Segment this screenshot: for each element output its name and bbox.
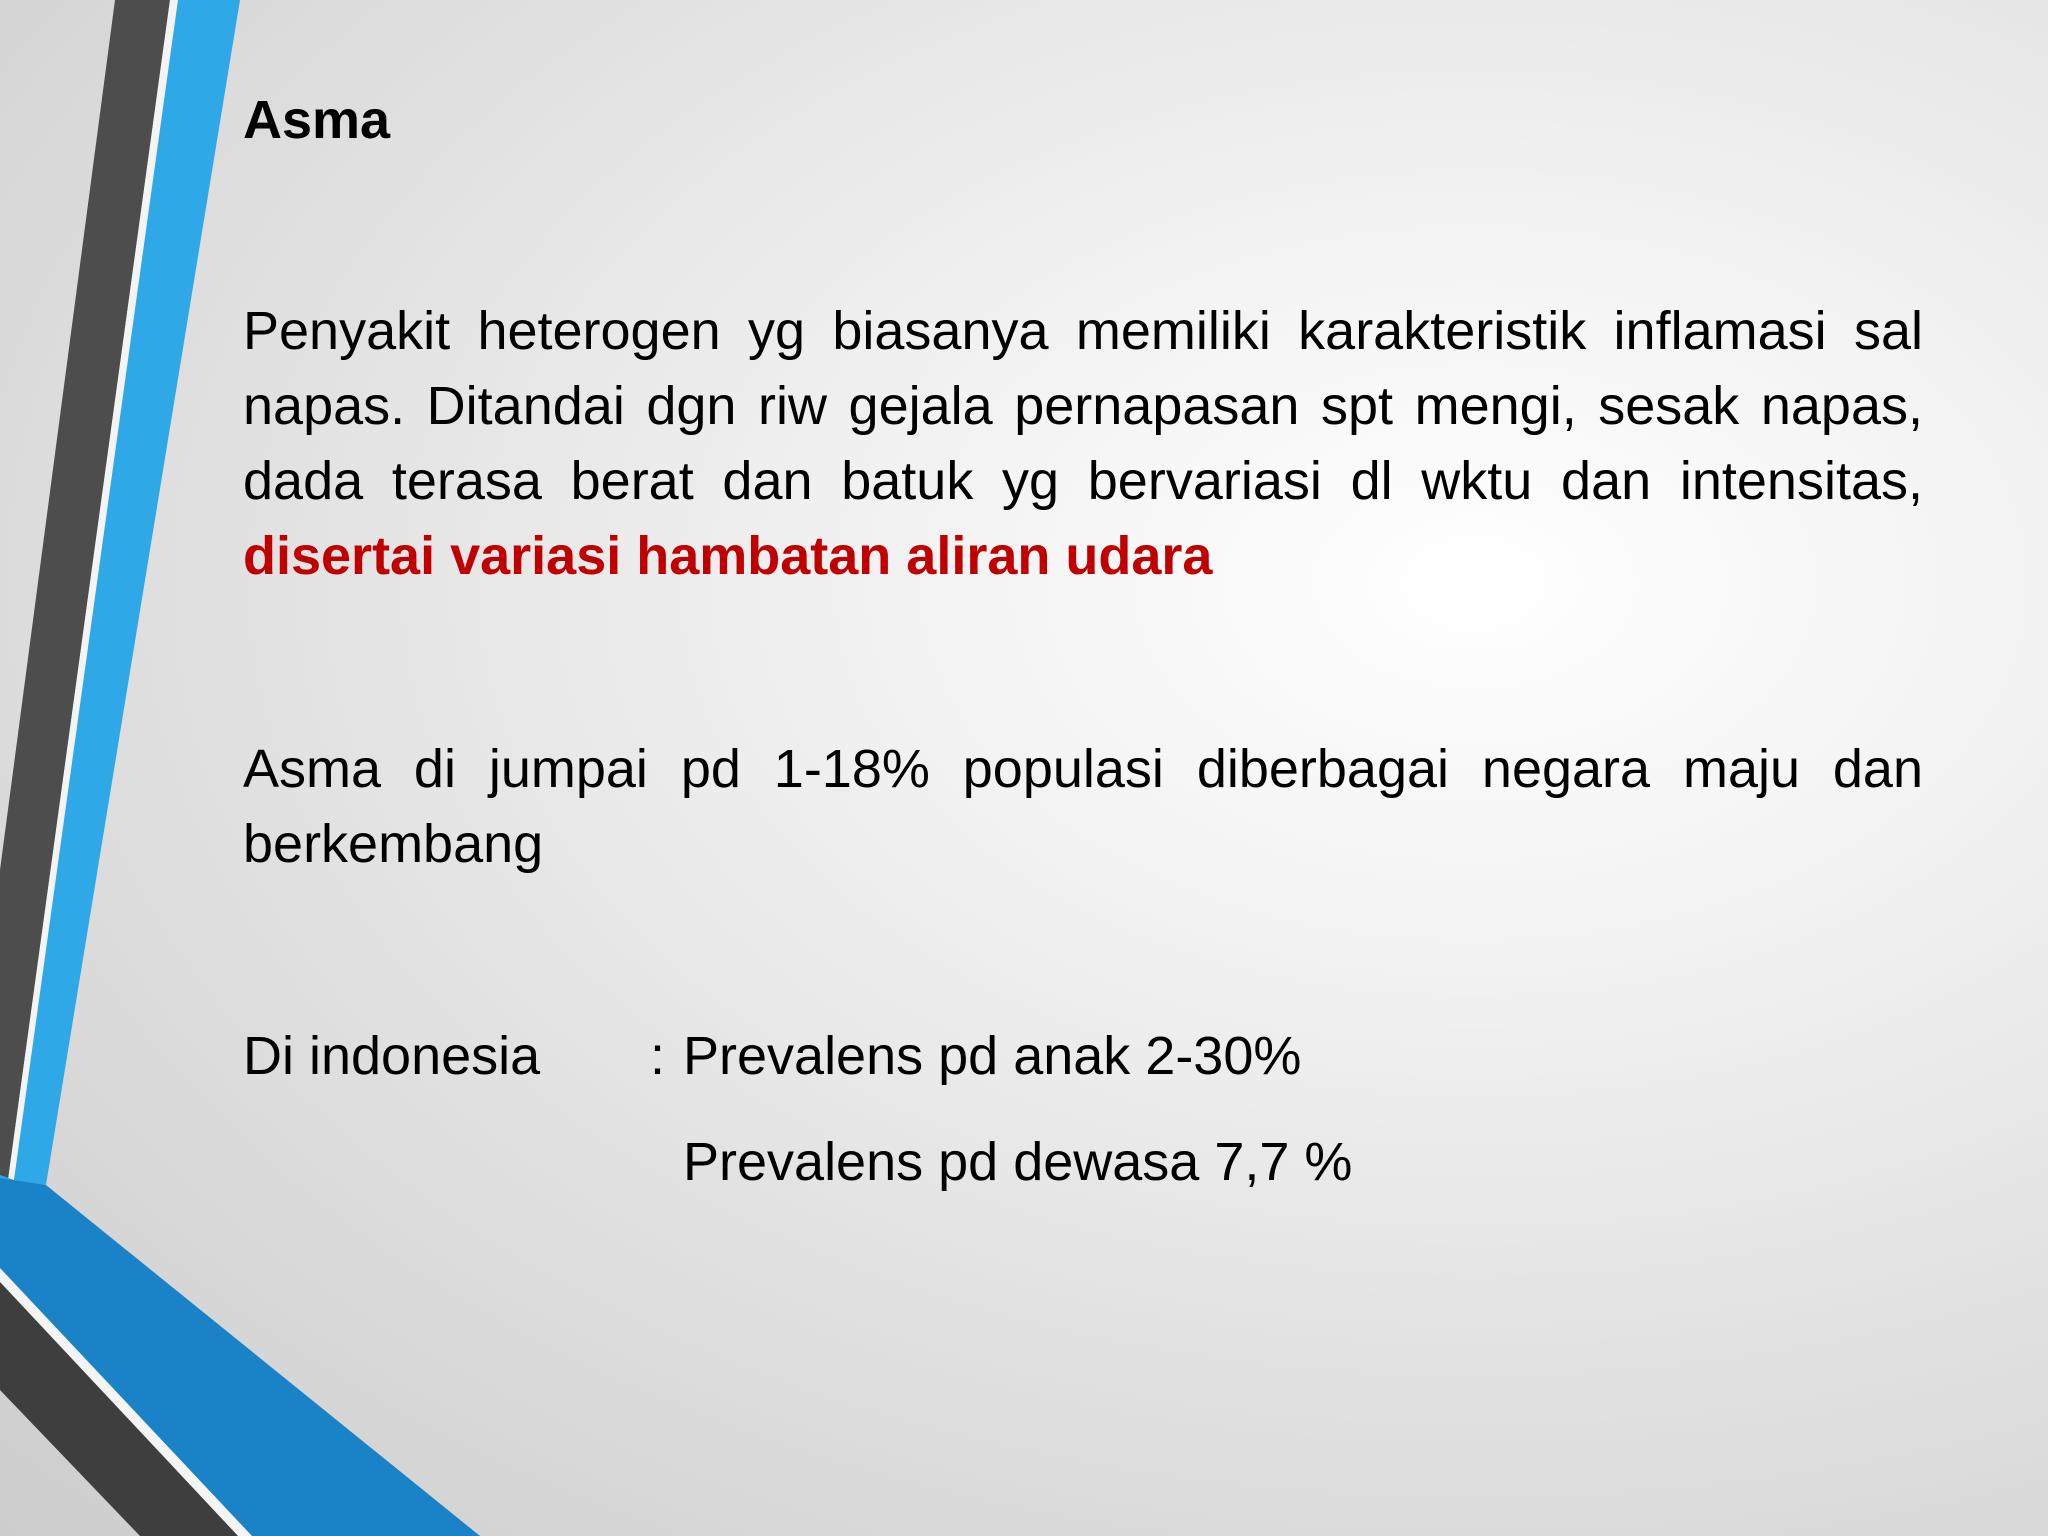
prevalence-adults: Prevalens pd dewasa 7,7 %: [683, 1132, 1353, 1192]
indonesia-label: Di indonesia: [243, 1026, 541, 1086]
definition-text: Penyakit heterogen yg biasanya memiliki karakteristik inflamasi sal napas. Ditandai dgn riw gejala pernapasan spt mengi, sesak napas, dada terasa berat dan batuk yg bervariasi dl wktu dan intensitas,: [243, 301, 1923, 511]
population-paragraph: Asma di jumpai pd 1-18% populasi diberbagai negara maju dan berkembang: [243, 739, 1923, 874]
dark-vertical-stripe: [0, 0, 170, 1180]
indonesia-colon: :: [650, 1026, 666, 1086]
slide-title: Asma: [243, 90, 391, 150]
definition-paragraph: [243, 294, 1923, 594]
prevalence-children: Prevalens pd anak 2-30%: [683, 1026, 1302, 1086]
definition-highlight: disertai variasi hambatan aliran udara: [243, 526, 1213, 586]
